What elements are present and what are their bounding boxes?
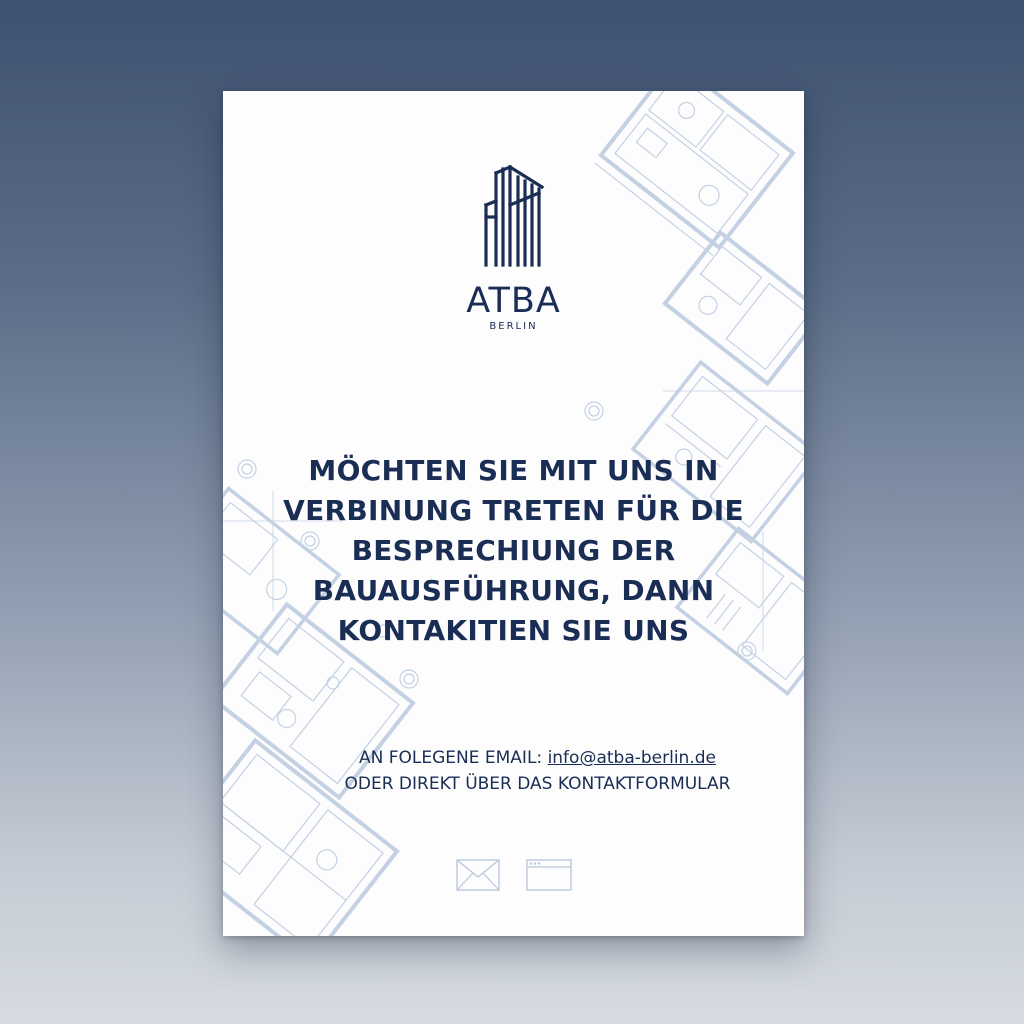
logo-subtitle: BERLIN [489,321,538,332]
contact-info [223,745,804,797]
contact-icons [456,859,576,893]
logo [223,165,804,332]
contact-form-line: ODER DIREKT ÜBER DAS KONTAKTFORMULAR [344,774,731,794]
contact-email-line [223,745,804,771]
headline-line: KONTAKITIEN SIE UNS [337,614,690,647]
email-prefix: AN FOLEGENE EMAIL: [359,748,543,768]
browser-window-icon[interactable] [526,859,572,891]
headline-line: MÖCHTEN SIE MIT UNS IN [308,454,719,487]
headline-line: BAUAUSFÜHRUNG, DANN [312,574,715,607]
flyer-card [223,91,804,936]
building-logo-icon [482,165,546,269]
logo-name: ATBA [466,281,561,321]
headline [253,451,774,651]
email-link[interactable]: info@atba-berlin.de [547,748,716,768]
headline-line: BESPRECHIUNG DER [351,534,676,567]
envelope-icon[interactable] [456,859,500,891]
headline-line: VERBINUNG TRETEN FÜR DIE [283,494,744,527]
